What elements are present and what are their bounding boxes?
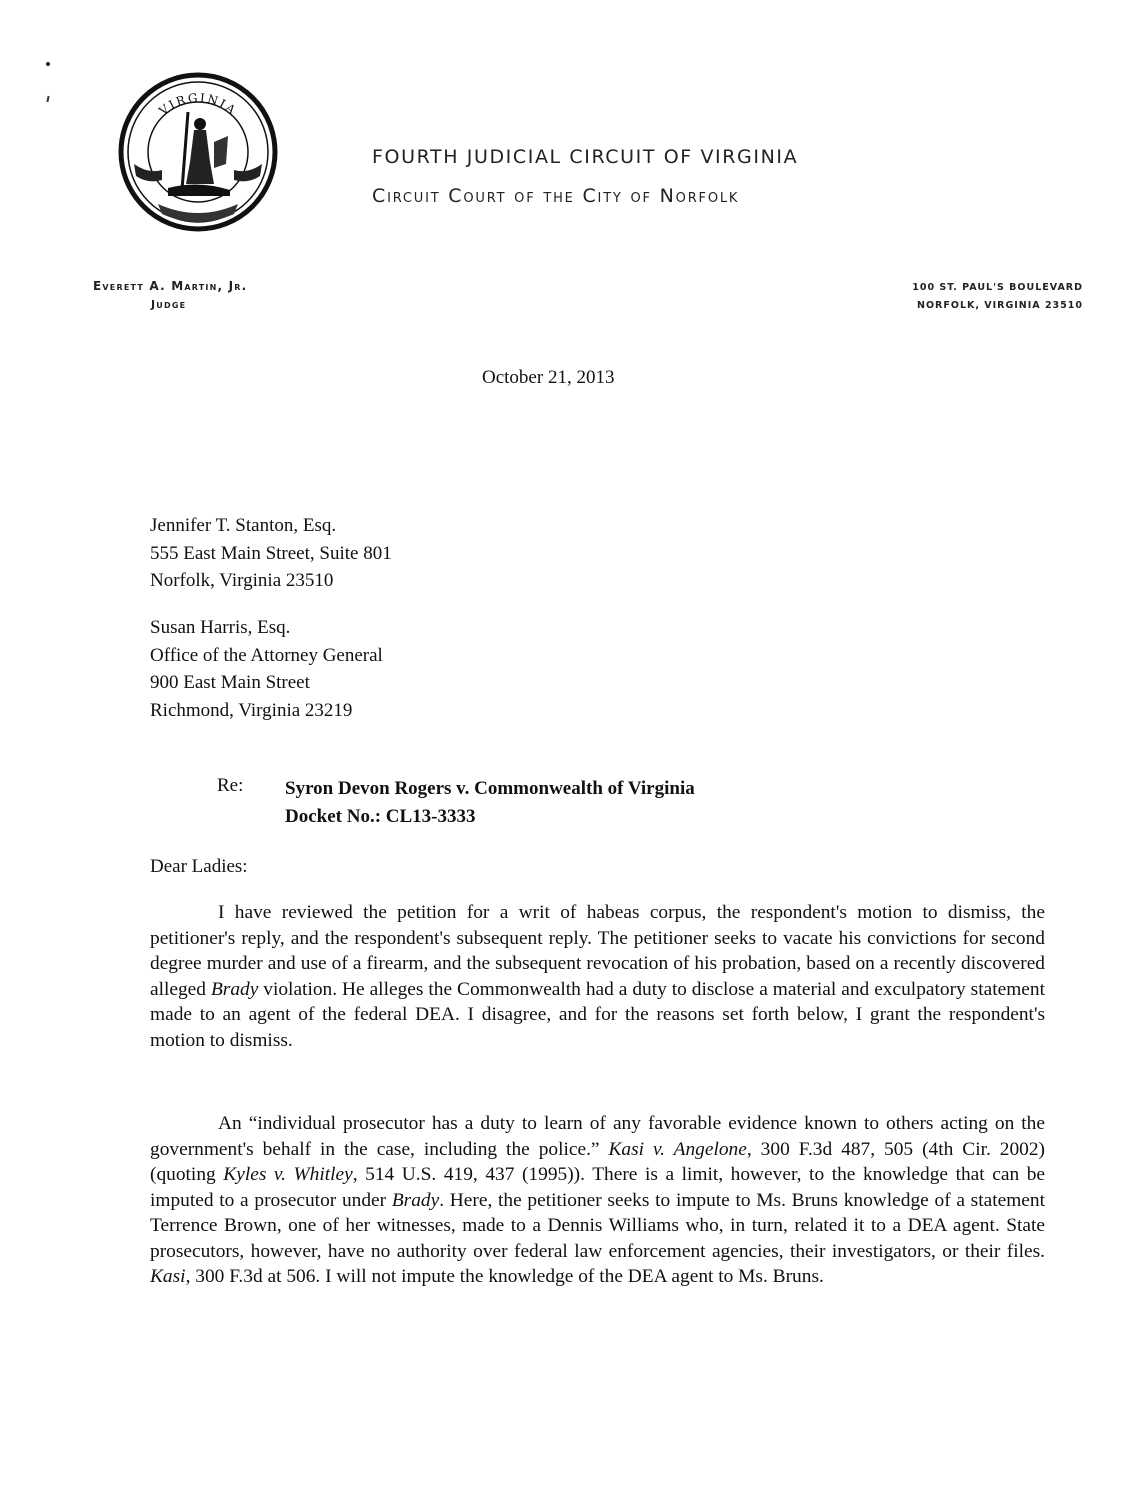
recipient-line: Office of the Attorney General bbox=[150, 644, 383, 666]
recipient-line: Jennifer T. Stanton, Esq. bbox=[150, 515, 337, 536]
recipient-line: Norfolk, Virginia 23510 bbox=[150, 570, 334, 591]
address-line: NORFOLK, VIRGINIA 23510 bbox=[917, 300, 1083, 311]
body-paragraph: I have reviewed the petition for a writ of habeas corpus, the respondent's motion to dismiss, the petitioner's reply, and the respondent's subsequent reply. The petitioner seeks to vacate his convictions for second degree murder and use of a firearm, and the subsequent revocation of his probation, based on a recently discovered alleged Brady violation. He alleges the Commonwealth had a duty to disclose a material and exculpatory statement made to an agent of the federal DEA. I disagree, and for the reasons set forth below, I grant the respondent's motion to dismiss. bbox=[150, 902, 1045, 1051]
court-name: FOURTH JUDICIAL CIRCUIT OF VIRGINIA bbox=[372, 146, 799, 168]
scan-speck bbox=[46, 62, 50, 66]
court-address bbox=[912, 279, 1083, 315]
judge-title: Judge bbox=[151, 298, 187, 311]
svg-text:VIRGINIA bbox=[156, 91, 240, 119]
court-subtitle: Circuit Court of the City of Norfolk bbox=[372, 185, 740, 207]
recipient-line: Richmond, Virginia 23219 bbox=[150, 699, 353, 721]
recipient-block bbox=[150, 512, 392, 595]
recipient-block bbox=[150, 614, 383, 724]
re-label: Re: bbox=[217, 775, 244, 796]
scan-speck bbox=[46, 96, 49, 102]
recipient-line: 900 East Main Street bbox=[150, 672, 310, 693]
recipient-line: Susan Harris, Esq. bbox=[150, 617, 291, 638]
judge-name: Everett A. Martin, Jr. bbox=[93, 279, 248, 293]
case-title: Syron Devon Rogers v. Commonwealth of Virginia bbox=[285, 778, 695, 799]
re-subject bbox=[285, 775, 695, 830]
virginia-seal bbox=[118, 72, 278, 232]
address-line: 100 ST. PAUL'S BOULEVARD bbox=[912, 282, 1083, 293]
recipient-line: 555 East Main Street, Suite 801 bbox=[150, 542, 392, 564]
body-paragraph: An “individual prosecutor has a duty to learn of any favorable evidence known to others acting on the government's behalf in the case, including the police.” Kasi v. Angelone, 300 F.3d 487, 505 (4th Cir. 2002) (quoting Kyles v. Whitley, 514 U.S. 419, 437 (1995)). There is a limit, however, to the knowledge that can be imputed to a prosecutor under Brady. Here, the petitioner seeks to impute to Ms. Bruns knowledge of a statement Terrence Brown, one of her witnesses, made to a Dennis Williams who, in turn, related it to a DEA agent. State prosecutors, however, have no authority over federal law enforcement agencies, their investigators, or their files. Kasi, 300 F.3d at 506. I will not impute the knowledge of the DEA agent to Ms. Bruns. bbox=[150, 1113, 1046, 1287]
docket-number: Docket No.: CL13-3333 bbox=[285, 805, 476, 827]
seal-text: VIRGINIA bbox=[156, 90, 240, 119]
salutation: Dear Ladies: bbox=[150, 856, 248, 877]
letter-date: October 21, 2013 bbox=[482, 367, 615, 388]
